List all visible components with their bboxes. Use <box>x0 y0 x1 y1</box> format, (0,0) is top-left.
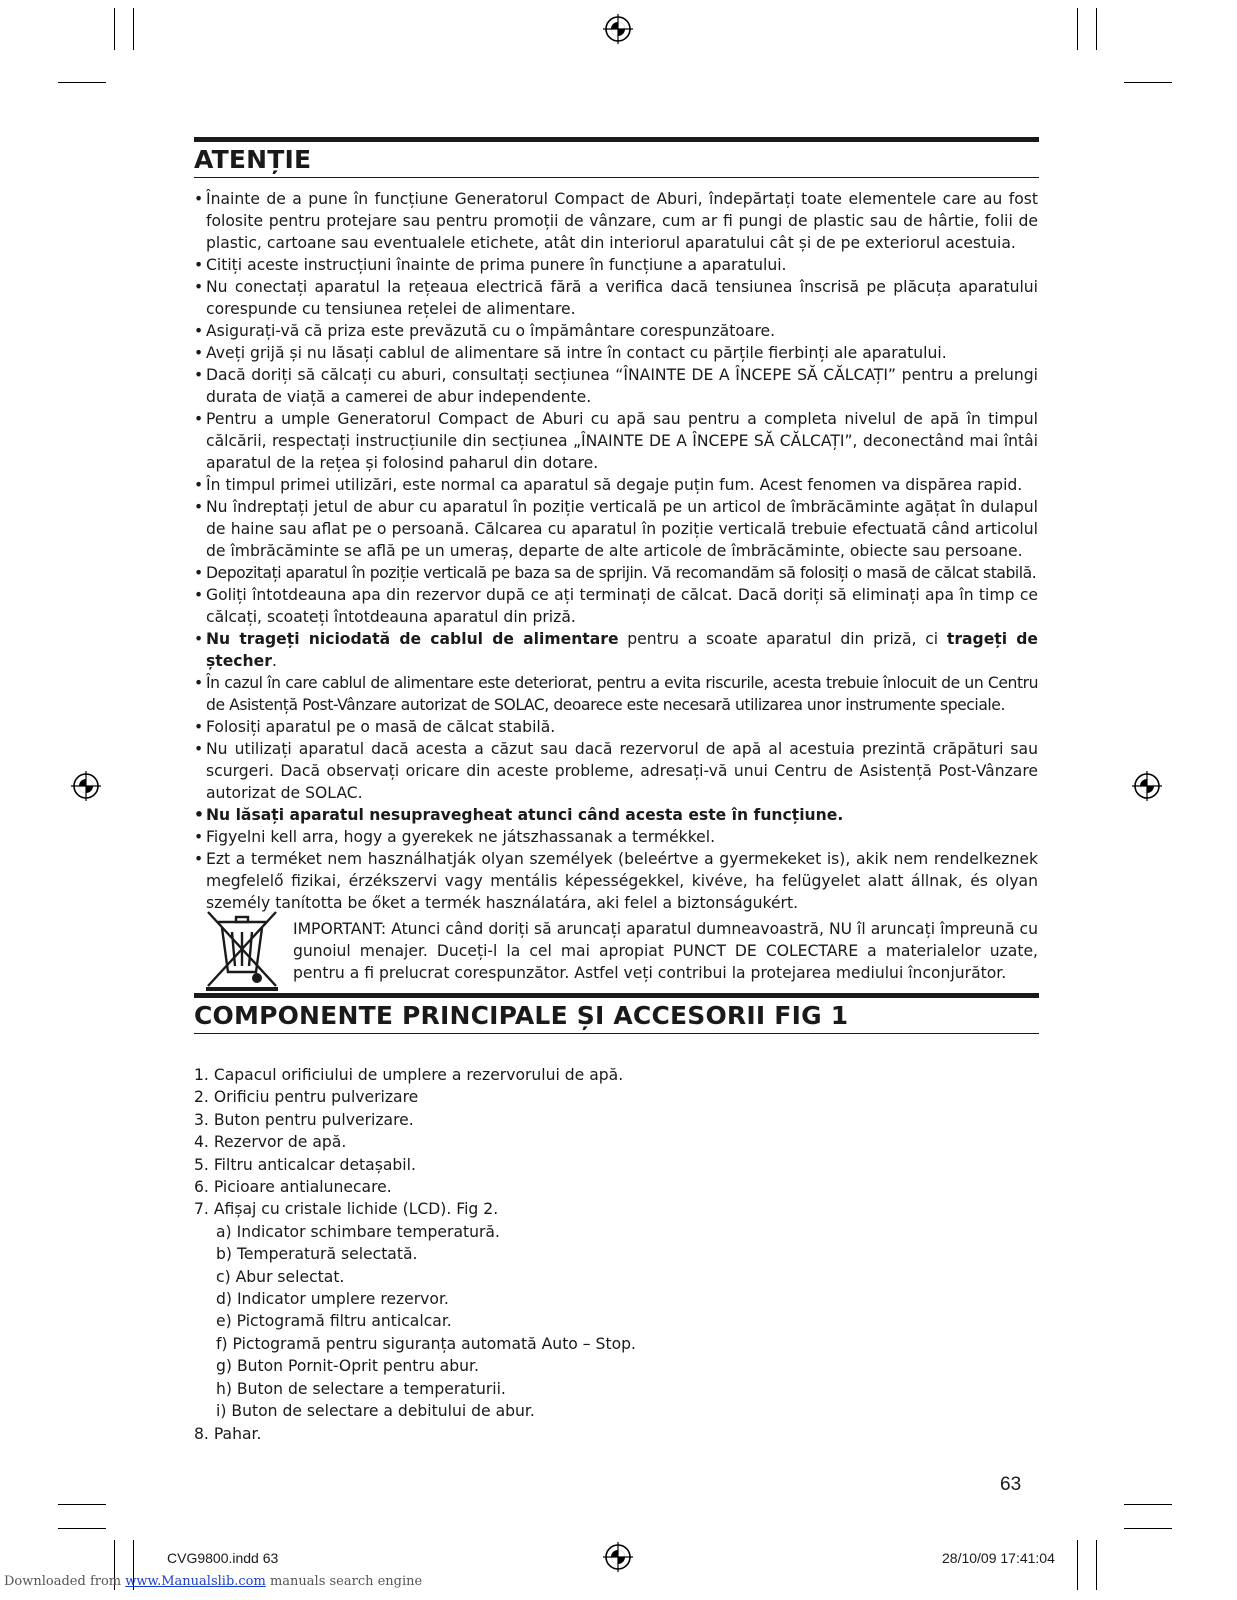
warning-item: • Depozitați aparatul în poziție verticală pe baza sa de sprijin. Vă recomandăm să folosiți o masă de călcat stabilă. <box>194 562 1038 584</box>
section-divider <box>194 993 1039 998</box>
component-subitem: e) Pictogramă filtru anticalcar. <box>216 1312 452 1331</box>
component-subitem: f) Pictogramă pentru siguranța automată Auto – Stop. <box>216 1334 636 1353</box>
component-subitem: c) Abur selectat. <box>216 1267 345 1286</box>
section-title-components: COMPONENTE PRINCIPALE ȘI ACCESORII FIG 1 <box>194 1001 849 1030</box>
warning-item: • Citiți aceste instrucțiuni înainte de prima punere în funcțiune a aparatului. <box>194 254 1038 276</box>
crop-mark <box>58 82 106 83</box>
disposal-notice: IMPORTANT: Atunci când doriți să aruncați aparatul dumneavoastră, NU îl aruncați împreună cu gunoiul menajer. Duceți-l la cel mai apropiat PUNCT DE COLECTARE a materialelor uzate, pentru a fi prelucrat corespunzător. Astfel veți contribui la protejarea mediului înconjurător. <box>293 920 1038 982</box>
crossed-out-wheelie-bin-icon <box>202 908 282 991</box>
warning-item: • Nu conectați aparatul la rețeaua electrică fără a verifica dacă tensiunea înscrisă pe plăcuța aparatului corespunde cu tensiunea rețelei de alimentare. <box>194 276 1038 320</box>
crop-mark <box>1077 1540 1078 1590</box>
warning-item: • Goliți întotdeauna apa din rezervor după ce ați terminați de călcat. Dacă doriți să eliminați apa în timp ce călcați, scoateți întotdeauna aparatul din priză. <box>194 584 1038 628</box>
slug-date: 28/10/09 17:41:04 <box>942 1550 1055 1566</box>
component-subitem: d) Indicator umplere rezervor. <box>216 1290 449 1309</box>
component-subitem: a) Indicator schimbare temperatură. <box>216 1222 500 1241</box>
crop-mark <box>58 1504 106 1505</box>
watermark-prefix: Downloaded from <box>4 1574 126 1589</box>
warning-item: • Înainte de a pune în funcțiune Generatorul Compact de Aburi, îndepărtați toate elementele care au fost folosite pentru protejare sau pentru promoții de vânzare, cum ar fi pungi de plastic sau de hârtie, folii de plastic, cartoane sau eventualele etichete, atât din interiorul aparatului cât și de pe exteriorul acestuia. <box>194 188 1038 254</box>
crop-mark <box>1124 82 1172 83</box>
warning-list <box>194 188 1038 914</box>
section-title-attention: ATENȚIE <box>194 145 312 174</box>
warning-item: • În cazul în care cablul de alimentare este deteriorat, pentru a evita riscurile, acesta trebuie înlocuit de un Centru de Asistență Post-Vânzare autorizat de SOLAC, deoarece este necesară utilizarea unor instrumente speciale. <box>194 672 1038 716</box>
watermark-suffix: manuals search engine <box>265 1574 423 1589</box>
component-item: 7. Afișaj cu cristale lichide (LCD). Fig 2. <box>194 1200 499 1219</box>
registration-mark-icon <box>1132 771 1162 801</box>
component-item: 3. Buton pentru pulverizare. <box>194 1110 414 1129</box>
text: . <box>271 652 277 670</box>
warning-item: • Figyelni kell arra, hogy a gyerekek ne játszhassanak a termékkel. <box>194 826 1038 848</box>
crop-mark <box>114 8 115 50</box>
registration-mark-icon <box>603 1542 633 1572</box>
component-subitem: i) Buton de selectare a debitului de abur. <box>216 1402 535 1421</box>
slug-file: CVG9800.indd 63 <box>167 1550 279 1566</box>
component-subitem: b) Temperatură selectată. <box>216 1245 418 1264</box>
crop-mark <box>1124 1504 1172 1505</box>
text: pentru a scoate aparatul din priză, ci <box>618 630 947 648</box>
warning-item: • Nu îndreptați jetul de abur cu aparatul în poziție verticală pe un articol de îmbrăcăminte agățat în dulapul de haine sau aflat pe o persoană. Călcarea cu aparatul în poziție verticală trebuie efectuată când articolul de îmbrăcăminte se află pe un umeraș, departe de alte articole de îmbrăcăminte, obiecte sau persoane. <box>194 496 1038 562</box>
warning-item-bold: • Nu lăsați aparatul nesupravegheat atunci când acesta este în funcțiune. <box>194 804 1038 826</box>
download-watermark <box>4 1574 422 1589</box>
section-underline <box>194 1033 1039 1034</box>
warning-item: • Nu utilizați aparatul dacă acesta a căzut sau dacă rezervorul de apă al acestuia prezintă crăpături sau scurgeri. Dacă observați oricare din aceste probleme, adresați-vă unui Centru de Asistență Post-Vânzare autorizat de SOLAC. <box>194 738 1038 804</box>
crop-mark <box>1096 8 1097 50</box>
crop-mark <box>133 8 134 50</box>
warning-item: • Aveți grijă și nu lăsați cablul de alimentare să intre în contact cu părțile fierbinți ale aparatului. <box>194 342 1038 364</box>
component-item: 2. Orificiu pentru pulverizare <box>194 1088 419 1107</box>
page-number: 63 <box>1000 1474 1022 1495</box>
warning-item-cable <box>194 628 1038 672</box>
components-list <box>194 1064 636 1445</box>
bold-text: trageți de ștecher <box>206 630 1039 670</box>
warning-item: • Ezt a terméket nem használhatják olyan személyek (beleértve a gyermekeket is), akik nem rendelkeznek megfelelő fizikai, érzékszervi vagy mentális képességekkel, kivéve, ha felügyelet alatt állnak, és olyan személy tanította be őket a termék használatára, aki felel a biztonságukért. <box>194 848 1038 914</box>
registration-mark-icon <box>71 771 101 801</box>
crop-mark <box>1124 1528 1172 1529</box>
warning-item: • Pentru a umple Generatorul Compact de Aburi cu apă sau pentru a completa nivelul de apă în timpul călcării, respectați instrucțiunile din secțiunea „ÎNAINTE DE A ÎNCEPE SĂ CĂLCAȚI”, deconectând mai întâi aparatul de la rețea și folosind paharul din dotare. <box>194 408 1038 474</box>
component-item: 5. Filtru anticalcar detașabil. <box>194 1155 416 1174</box>
section-underline <box>194 177 1039 178</box>
crop-mark <box>1077 8 1078 50</box>
component-item: 4. Rezervor de apă. <box>194 1133 347 1152</box>
component-item: 6. Picioare antialunecare. <box>194 1178 392 1197</box>
component-subitem: g) Buton Pornit-Oprit pentru abur. <box>216 1357 479 1376</box>
warning-item: • Dacă doriți să călcați cu aburi, consultați secțiunea “ÎNAINTE DE A ÎNCEPE SĂ CĂLCAȚI” pentru a prelungi durata de viață a camerei de abur independente. <box>194 364 1038 408</box>
warning-item: • Folosiți aparatul pe o masă de călcat stabilă. <box>194 716 1038 738</box>
component-item: 8. Pahar. <box>194 1424 262 1443</box>
section-divider <box>194 137 1039 142</box>
manualslib-link[interactable]: www.Manualslib.com <box>125 1574 266 1589</box>
warning-item: • În timpul primei utilizări, este normal ca aparatul să degaje puțin fum. Acest fenomen va dispărea rapid. <box>194 474 1038 496</box>
component-subitem: h) Buton de selectare a temperaturii. <box>216 1379 506 1398</box>
bold-text: Nu trageți niciodată de cablul de alimentare <box>206 630 619 648</box>
registration-mark-icon <box>603 14 633 44</box>
crop-mark <box>58 1528 106 1529</box>
crop-mark <box>1096 1540 1097 1590</box>
warning-item: • Asigurați-vă că priza este prevăzută cu o împământare corespunzătoare. <box>194 320 1038 342</box>
component-item: 1. Capacul orificiului de umplere a rezervorului de apă. <box>194 1066 624 1084</box>
